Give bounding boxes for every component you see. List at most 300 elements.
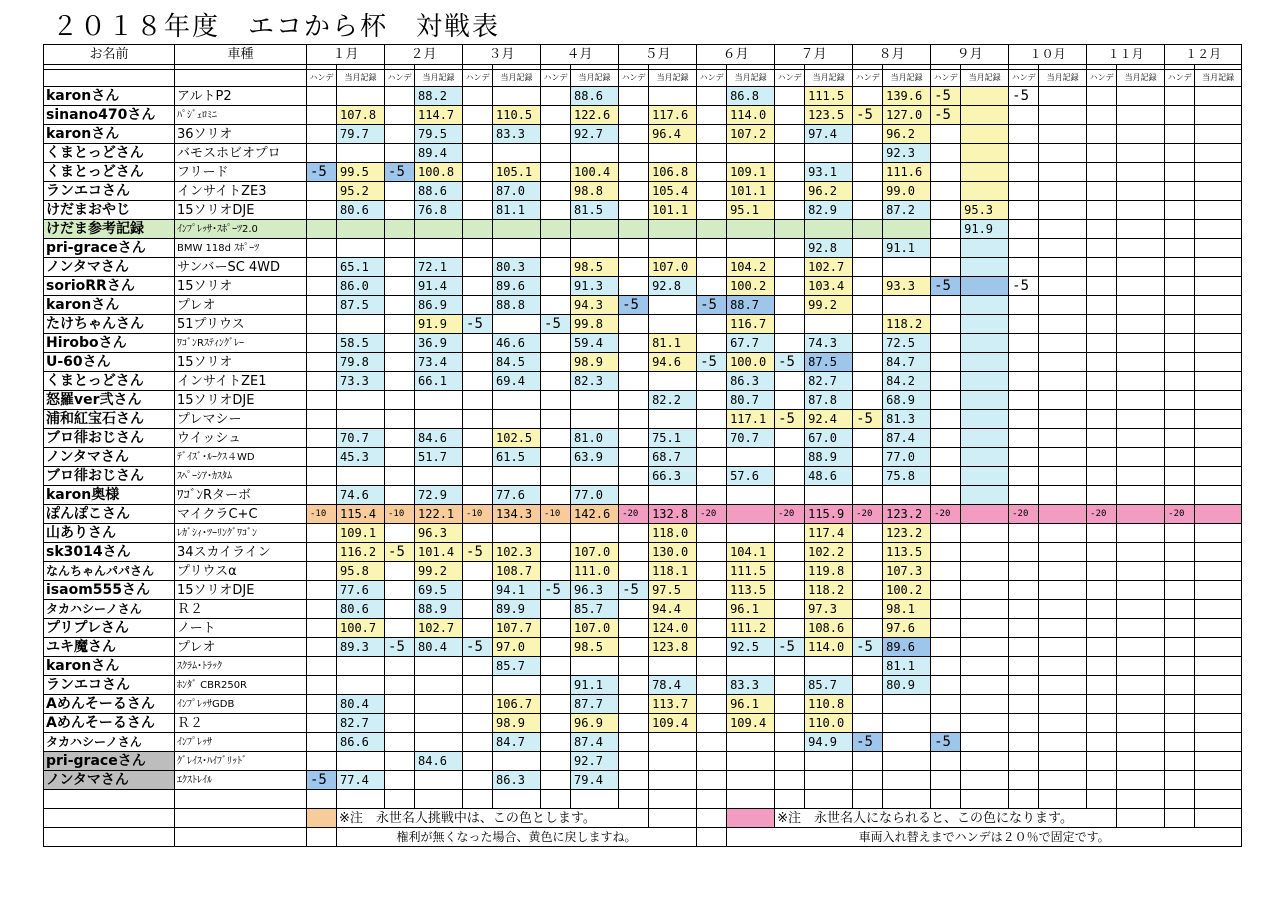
- car-model: ノート: [175, 619, 307, 638]
- handicap-cell: [385, 315, 415, 334]
- record-cell: [1117, 486, 1165, 505]
- driver-name: sorioRRさん: [44, 277, 175, 296]
- record-cell: [1039, 505, 1087, 524]
- handicap-cell: -5: [853, 410, 883, 429]
- handicap-cell: [775, 296, 805, 315]
- handicap-cell: [619, 676, 649, 695]
- handicap-cell: [697, 429, 727, 448]
- record-cell: [1039, 448, 1087, 467]
- handicap-cell: [619, 695, 649, 714]
- record-cell: [1117, 638, 1165, 657]
- record-cell: [727, 239, 775, 258]
- handicap-cell: [775, 258, 805, 277]
- record-cell: [961, 581, 1009, 600]
- handicap-cell: [463, 486, 493, 505]
- driver-name: ノンタマさん: [44, 771, 175, 790]
- record-cell: 109.1: [337, 524, 385, 543]
- record-cell: [961, 505, 1009, 524]
- handicap-cell: [1087, 220, 1117, 239]
- handicap-cell: [541, 201, 571, 220]
- record-cell: 86.9: [415, 296, 463, 315]
- driver-name: karon奥様: [44, 486, 175, 505]
- driver-name: Aめんそーるさん: [44, 714, 175, 733]
- record-cell: 101.1: [727, 182, 775, 201]
- record-cell: 92.8: [805, 239, 853, 258]
- handicap-cell: [541, 163, 571, 182]
- car-model: プレオ: [175, 296, 307, 315]
- record-cell: [727, 505, 775, 524]
- driver-name: なんちゃんパパさん: [44, 562, 175, 581]
- handicap-cell: [463, 429, 493, 448]
- record-cell: [1117, 505, 1165, 524]
- record-cell: [415, 220, 463, 239]
- handicap-cell: [619, 562, 649, 581]
- record-label: 当月記録: [571, 70, 619, 87]
- handicap-cell: [1165, 258, 1195, 277]
- handicap-cell: [1009, 543, 1039, 562]
- handicap-cell: [541, 353, 571, 372]
- record-cell: 87.0: [493, 182, 541, 201]
- handicap-cell: [931, 581, 961, 600]
- handicap-cell: [385, 353, 415, 372]
- handicap-cell: [619, 353, 649, 372]
- handicap-cell: [931, 714, 961, 733]
- record-cell: [883, 752, 931, 771]
- record-cell: [1117, 315, 1165, 334]
- record-cell: [1039, 619, 1087, 638]
- record-cell: 108.6: [805, 619, 853, 638]
- table-row: [44, 87, 1242, 106]
- car-model: ﾊﾟｼﾞｪﾛﾐﾆ: [175, 106, 307, 125]
- handicap-cell: [463, 201, 493, 220]
- handicap-cell: -5: [775, 353, 805, 372]
- handicap-cell: [853, 391, 883, 410]
- record-cell: 100.7: [337, 619, 385, 638]
- handicap-cell: [1087, 676, 1117, 695]
- handicap-label: ハンデ: [1165, 70, 1195, 87]
- record-cell: [1195, 562, 1242, 581]
- record-cell: [337, 752, 385, 771]
- handicap-cell: [853, 220, 883, 239]
- handicap-cell: [1165, 277, 1195, 296]
- record-cell: [961, 543, 1009, 562]
- header-name: お名前: [44, 45, 175, 65]
- record-cell: [1195, 733, 1242, 752]
- record-cell: [337, 239, 385, 258]
- record-cell: 99.8: [571, 315, 619, 334]
- handicap-cell: [931, 315, 961, 334]
- handicap-cell: [307, 315, 337, 334]
- record-cell: [1117, 429, 1165, 448]
- handicap-cell: [697, 695, 727, 714]
- handicap-cell: [853, 239, 883, 258]
- record-cell: 73.4: [415, 353, 463, 372]
- record-cell: 93.1: [805, 163, 853, 182]
- handicap-cell: [931, 372, 961, 391]
- header-month: １２月: [1165, 45, 1242, 65]
- record-cell: [961, 353, 1009, 372]
- record-cell: 87.2: [883, 201, 931, 220]
- record-cell: 100.2: [883, 581, 931, 600]
- handicap-cell: [385, 258, 415, 277]
- handicap-cell: -5: [931, 277, 961, 296]
- handicap-cell: [463, 220, 493, 239]
- record-cell: 132.8: [649, 505, 697, 524]
- record-cell: 72.1: [415, 258, 463, 277]
- handicap-cell: [853, 619, 883, 638]
- record-cell: [883, 733, 931, 752]
- handicap-cell: [307, 334, 337, 353]
- handicap-cell: [1009, 372, 1039, 391]
- record-cell: 84.6: [415, 429, 463, 448]
- record-cell: [1039, 562, 1087, 581]
- handicap-cell: [1009, 676, 1039, 695]
- driver-name: isaom555さん: [44, 581, 175, 600]
- record-cell: 98.5: [571, 258, 619, 277]
- record-cell: 88.8: [493, 296, 541, 315]
- handicap-cell: -5: [385, 163, 415, 182]
- handicap-cell: [1165, 182, 1195, 201]
- record-cell: 105.1: [493, 163, 541, 182]
- record-cell: 122.1: [415, 505, 463, 524]
- handicap-cell: [307, 182, 337, 201]
- record-label: 当月記録: [649, 70, 697, 87]
- handicap-cell: -5: [931, 106, 961, 125]
- handicap-cell: [775, 771, 805, 790]
- handicap-cell: [1087, 182, 1117, 201]
- record-cell: 88.7: [727, 296, 775, 315]
- handicap-cell: [619, 87, 649, 106]
- record-cell: 111.5: [805, 87, 853, 106]
- handicap-cell: [541, 239, 571, 258]
- record-cell: [337, 676, 385, 695]
- table-row: [44, 163, 1242, 182]
- record-cell: 76.8: [415, 201, 463, 220]
- record-cell: [1195, 334, 1242, 353]
- subheader-row: [44, 70, 1242, 87]
- record-cell: 122.6: [571, 106, 619, 125]
- handicap-cell: [1165, 372, 1195, 391]
- table-row: [44, 201, 1242, 220]
- handicap-cell: [931, 144, 961, 163]
- record-cell: [961, 296, 1009, 315]
- record-cell: 107.3: [883, 562, 931, 581]
- record-cell: 78.4: [649, 676, 697, 695]
- handicap-cell: [1009, 600, 1039, 619]
- record-cell: 77.0: [571, 486, 619, 505]
- handicap-cell: [1009, 448, 1039, 467]
- handicap-cell: [541, 410, 571, 429]
- handicap-cell: [619, 125, 649, 144]
- handicap-cell: [931, 220, 961, 239]
- handicap-cell: [307, 581, 337, 600]
- handicap-cell: [619, 410, 649, 429]
- record-cell: 117.6: [649, 106, 697, 125]
- driver-name: karonさん: [44, 87, 175, 106]
- record-cell: 83.3: [727, 676, 775, 695]
- header-month: １０月: [1009, 45, 1087, 65]
- table-row: [44, 543, 1242, 562]
- handicap-cell: [1087, 771, 1117, 790]
- handicap-cell: [1009, 619, 1039, 638]
- record-cell: [727, 524, 775, 543]
- record-cell: [1117, 771, 1165, 790]
- car-model: アルトP2: [175, 87, 307, 106]
- handicap-cell: [1087, 87, 1117, 106]
- record-cell: [1195, 771, 1242, 790]
- handicap-cell: [1009, 315, 1039, 334]
- record-cell: [961, 87, 1009, 106]
- record-cell: [1039, 87, 1087, 106]
- handicap-cell: [1087, 657, 1117, 676]
- record-cell: 100.8: [415, 163, 463, 182]
- handicap-cell: [1087, 581, 1117, 600]
- record-cell: 98.9: [493, 714, 541, 733]
- handicap-cell: [541, 619, 571, 638]
- header-month: ３月: [463, 45, 541, 65]
- handicap-cell: [541, 486, 571, 505]
- table-row: [44, 505, 1242, 524]
- record-cell: [961, 619, 1009, 638]
- record-cell: [493, 676, 541, 695]
- record-cell: [1039, 220, 1087, 239]
- handicap-cell: [385, 600, 415, 619]
- record-cell: [1117, 163, 1165, 182]
- record-cell: [961, 239, 1009, 258]
- table-row: [44, 733, 1242, 752]
- car-model: 15ソリオDJE: [175, 391, 307, 410]
- handicap-cell: -5: [931, 87, 961, 106]
- handicap-cell: [1087, 296, 1117, 315]
- record-cell: [961, 391, 1009, 410]
- handicap-cell: [1165, 334, 1195, 353]
- handicap-cell: [307, 201, 337, 220]
- record-cell: 89.4: [415, 144, 463, 163]
- record-cell: 94.9: [805, 733, 853, 752]
- record-cell: [961, 410, 1009, 429]
- handicap-cell: [463, 125, 493, 144]
- handicap-cell: [931, 676, 961, 695]
- handicap-cell: [931, 752, 961, 771]
- record-cell: [961, 676, 1009, 695]
- handicap-cell: [1087, 467, 1117, 486]
- record-cell: 96.1: [727, 695, 775, 714]
- record-cell: 85.7: [805, 676, 853, 695]
- handicap-cell: [1165, 638, 1195, 657]
- handicap-cell: [1009, 429, 1039, 448]
- record-cell: 75.8: [883, 467, 931, 486]
- record-cell: 109.4: [649, 714, 697, 733]
- handicap-cell: [853, 182, 883, 201]
- handicap-cell: [1009, 201, 1039, 220]
- record-cell: 107.2: [727, 125, 775, 144]
- car-model: ｲﾝﾌﾟﾚｯｻ･ｽﾎﾟｰﾂ2.0: [175, 220, 307, 239]
- driver-name: Aめんそーるさん: [44, 695, 175, 714]
- handicap-cell: -20: [853, 505, 883, 524]
- handicap-cell: -20: [1009, 505, 1039, 524]
- handicap-cell: [697, 752, 727, 771]
- handicap-cell: [619, 600, 649, 619]
- handicap-cell: [697, 182, 727, 201]
- record-cell: [1039, 106, 1087, 125]
- record-cell: 72.5: [883, 334, 931, 353]
- handicap-cell: -5: [1009, 277, 1039, 296]
- record-cell: [1117, 733, 1165, 752]
- record-cell: [1039, 429, 1087, 448]
- record-cell: 94.1: [493, 581, 541, 600]
- handicap-cell: [775, 429, 805, 448]
- record-cell: 91.4: [415, 277, 463, 296]
- handicap-cell: [463, 87, 493, 106]
- handicap-cell: [463, 619, 493, 638]
- table-row: [44, 714, 1242, 733]
- record-cell: 110.0: [805, 714, 853, 733]
- record-cell: [571, 144, 619, 163]
- handicap-cell: [463, 163, 493, 182]
- handicap-cell: [931, 524, 961, 543]
- record-cell: [1195, 429, 1242, 448]
- record-cell: [1195, 486, 1242, 505]
- record-cell: [883, 486, 931, 505]
- record-cell: 91.3: [571, 277, 619, 296]
- driver-name: karonさん: [44, 125, 175, 144]
- record-cell: [337, 391, 385, 410]
- record-cell: 109.1: [727, 163, 775, 182]
- handicap-cell: [307, 258, 337, 277]
- handicap-cell: [385, 524, 415, 543]
- handicap-cell: [1009, 296, 1039, 315]
- handicap-cell: [541, 87, 571, 106]
- handicap-cell: [307, 695, 337, 714]
- handicap-cell: [619, 372, 649, 391]
- record-cell: 106.7: [493, 695, 541, 714]
- handicap-cell: [775, 334, 805, 353]
- handicap-cell: [385, 429, 415, 448]
- record-cell: [727, 448, 775, 467]
- record-cell: [727, 657, 775, 676]
- car-model: フリード: [175, 163, 307, 182]
- record-cell: [961, 258, 1009, 277]
- record-cell: [337, 220, 385, 239]
- orange-swatch: [307, 809, 337, 828]
- record-cell: 66.1: [415, 372, 463, 391]
- record-cell: 86.3: [493, 771, 541, 790]
- record-cell: 92.7: [571, 125, 619, 144]
- table-row: [44, 372, 1242, 391]
- handicap-cell: [853, 334, 883, 353]
- record-cell: [883, 296, 931, 315]
- record-cell: 98.1: [883, 600, 931, 619]
- record-cell: 80.9: [883, 676, 931, 695]
- record-cell: 114.0: [727, 106, 775, 125]
- record-cell: 101.4: [415, 543, 463, 562]
- record-cell: 57.6: [727, 467, 775, 486]
- record-cell: 107.8: [337, 106, 385, 125]
- record-cell: 102.5: [493, 429, 541, 448]
- table-row: [44, 467, 1242, 486]
- handicap-cell: [619, 448, 649, 467]
- table-row: [44, 258, 1242, 277]
- handicap-cell: [463, 353, 493, 372]
- handicap-cell: [619, 524, 649, 543]
- legend-subrow: [44, 828, 1242, 847]
- record-cell: 95.8: [337, 562, 385, 581]
- record-cell: [1117, 220, 1165, 239]
- handicap-cell: -5: [463, 638, 493, 657]
- handicap-cell: [307, 752, 337, 771]
- record-cell: [1195, 600, 1242, 619]
- record-cell: 69.4: [493, 372, 541, 391]
- driver-name: ノンタマさん: [44, 448, 175, 467]
- record-cell: [1117, 182, 1165, 201]
- handicap-cell: -5: [1009, 87, 1039, 106]
- handicap-cell: [931, 201, 961, 220]
- record-cell: [649, 752, 697, 771]
- handicap-cell: [619, 315, 649, 334]
- handicap-cell: [931, 410, 961, 429]
- record-cell: [337, 467, 385, 486]
- handicap-cell: [1165, 87, 1195, 106]
- record-cell: 115.9: [805, 505, 853, 524]
- record-cell: 114.0: [805, 638, 853, 657]
- handicap-cell: [853, 676, 883, 695]
- handicap-cell: [697, 315, 727, 334]
- record-cell: 68.7: [649, 448, 697, 467]
- handicap-cell: [775, 201, 805, 220]
- handicap-cell: [307, 448, 337, 467]
- handicap-cell: [775, 163, 805, 182]
- driver-name: けだま参考記録: [44, 220, 175, 239]
- record-cell: [1117, 695, 1165, 714]
- handicap-label: ハンデ: [697, 70, 727, 87]
- record-cell: [961, 182, 1009, 201]
- record-cell: [961, 657, 1009, 676]
- record-cell: 111.6: [883, 163, 931, 182]
- driver-name: ブロ徘おじさん: [44, 467, 175, 486]
- record-cell: [1039, 733, 1087, 752]
- handicap-cell: [307, 239, 337, 258]
- record-cell: [493, 467, 541, 486]
- handicap-cell: [1087, 733, 1117, 752]
- record-cell: [415, 410, 463, 429]
- record-cell: 142.6: [571, 505, 619, 524]
- handicap-cell: [385, 334, 415, 353]
- record-cell: 84.6: [415, 752, 463, 771]
- table-row: [44, 657, 1242, 676]
- table-row: [44, 144, 1242, 163]
- record-cell: [1195, 448, 1242, 467]
- handicap-cell: [1009, 391, 1039, 410]
- car-model: マイクラC+C: [175, 505, 307, 524]
- handicap-cell: [385, 562, 415, 581]
- record-cell: [649, 87, 697, 106]
- handicap-cell: -20: [697, 505, 727, 524]
- handicap-cell: [619, 182, 649, 201]
- table-row: [44, 429, 1242, 448]
- record-cell: 102.7: [415, 619, 463, 638]
- handicap-cell: [853, 277, 883, 296]
- record-cell: 93.3: [883, 277, 931, 296]
- record-cell: [1117, 752, 1165, 771]
- handicap-cell: [463, 657, 493, 676]
- handicap-cell: -5: [853, 638, 883, 657]
- record-cell: 81.1: [649, 334, 697, 353]
- handicap-cell: [1165, 239, 1195, 258]
- handicap-cell: [307, 600, 337, 619]
- car-model: インサイトZE1: [175, 372, 307, 391]
- record-cell: [337, 410, 385, 429]
- handicap-cell: [1087, 106, 1117, 125]
